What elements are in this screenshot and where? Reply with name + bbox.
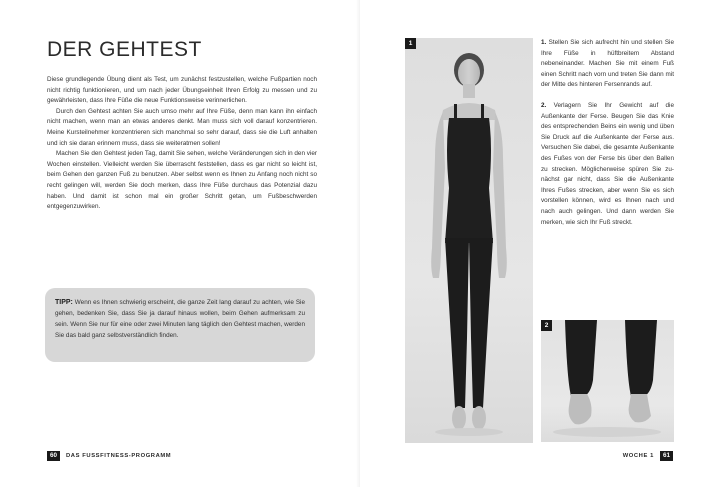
step-1 (541, 38, 674, 91)
running-footer-left: DAS FUSSFITNESS-PROGRAMM (66, 453, 172, 459)
tip-text (55, 297, 305, 341)
footer-left (47, 451, 171, 461)
paragraph-intro: Diese grundlegende Übung dient als Test, um zunächst festzustellen, welche Fußpartien noch nicht richtig funktionieren, und um nach jeder Übungseinheit Ihren Erfolg zu messen und zu gewährleisten, dass Ihre Füße die neue Funktionsweise verinnerlichen. (47, 76, 317, 105)
feet-closeup-illustration (541, 320, 674, 442)
photo-badge-1: 1 (405, 38, 416, 49)
paragraph-3: Machen Sie den Gehtest jeden Tag, damit Sie sehen, welche Veränderungen sich in den vier Wochen einstellen. Vielleicht werden Sie überrascht feststellen, dass es gar nicht so leicht ist, beim Gehen den ganzen Fuß zu benutzen. Aber selbst wenn es Ihnen zu Anfang noch nicht so recht gelingen will, werden Sie doch merken, dass Ihre Füße durchaus das Potenzial dazu haben. Und damit ist schon mal ein großer Schritt getan, um Fußbeschwerden entgegenzuwirken. (47, 150, 317, 211)
step-2 (541, 101, 674, 228)
step-1-text: Stellen Sie sich aufrecht hin und stellen Sie Ihre Füße in hüftbreitem Abstand nebeneinander. Machen Sie mit einem Fuß einen Schritt nach vorn und treten Sie dann mit der Mitte des hinteren Fersenrands auf. (541, 39, 674, 89)
paragraph-2: Durch den Gehtest achten Sie auch umso mehr auf Ihre Füße, denn man kann ihn einfach nicht machen, wenn man an etwas anderes denkt. Man muss sich voll darauf konzentrieren. Meine Kursteilnehmer konzentrieren sich manchmal so sehr darauf, dass sie die Luft anhalten und ich sie daran erinnern muss, dass sie weiteratmen sollen! (47, 107, 317, 147)
running-footer-right: WOCHE 1 (622, 453, 654, 459)
page-number-right: 61 (660, 451, 673, 461)
tip-box (45, 288, 315, 362)
tip-body: Wenn es Ihnen schwierig erscheint, die ganze Zeit lang darauf zu achten, wie Sie gehen, bedenken Sie, dass Sie ja darauf hinaus wollen, beim Gehen aufmerksam zu sein. Wenn Sie nur für eine oder zwei Minuten lang täglich den Gehtest machen, werden Sie das bald ganz selbstverständlich finden. (55, 299, 305, 339)
footer-right (623, 451, 673, 461)
step-1-number: 1. (541, 39, 547, 46)
photo-feet-closeup (541, 320, 674, 442)
chapter-title: DER GEHTEST (47, 38, 202, 61)
step-instructions (541, 38, 674, 238)
page-number-left: 60 (47, 451, 60, 461)
step-2-text: Verlagern Sie Ihr Gewicht auf die Außenkante der Ferse. Beugen Sie das Knie des entsprechenden Beins ein wenig und üben Sie Druck auf die Außenkante der Ferse aus. Versuchen Sie dabei, die gesamte Außenkante des Fußes von der Ferse bis über den Ballen zu strecken. Möglicherweise spüren Sie zunächst gar nicht, dass Sie die Außenkante Ihres Fußes strecken, aber wenn Sie es sich vorstellen können, wird es Ihnen nach und nach auch gelingen. Und dann werden Sie merken, wie sich Ihr Fuß streckt. (541, 101, 674, 226)
step-2-number: 2. (541, 101, 547, 109)
tip-label: TIPP: (55, 299, 73, 306)
photo-badge-2: 2 (541, 320, 552, 331)
body-text (47, 75, 317, 213)
photo-standing-woman (405, 38, 533, 443)
standing-figure-illustration (405, 38, 533, 443)
